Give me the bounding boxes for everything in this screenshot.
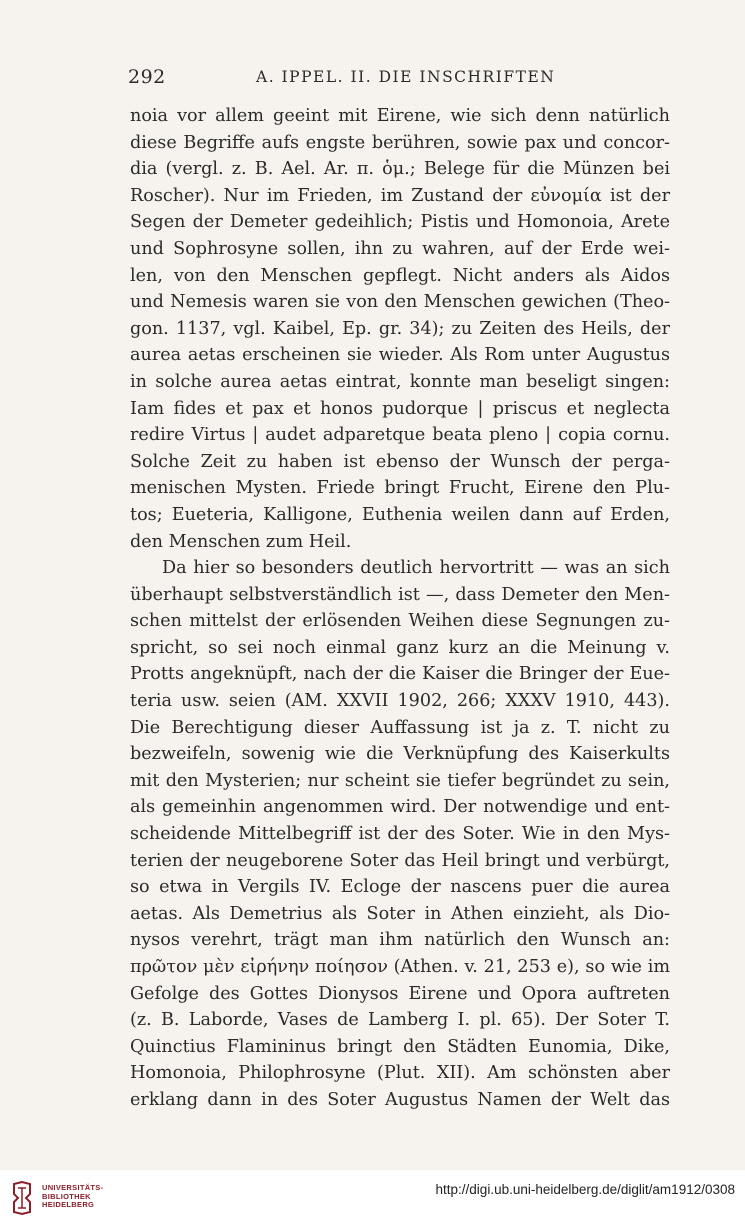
text-line: Da hier so besonders deutlich hervortritt — was an sich bbox=[162, 558, 670, 579]
text-line: πρῶτον μὲν εἰρήνην ποίησον (Athen. v. 21, 253 e), so wie im bbox=[130, 957, 670, 977]
running-title: A. IPPEL. II. DIE INSCHRIFTEN bbox=[256, 68, 556, 86]
text-line: len, von den Menschen gepflegt. Nicht anders als Aidos bbox=[130, 265, 670, 286]
text-line: Homonoia, Philophrosyne (Plut. XII). Am schönsten aber bbox=[130, 1063, 670, 1084]
text-line: Iam fides et pax et honos pudorque | priscus et neglecta bbox=[130, 398, 670, 419]
text-line: scheidende Mittelbegriff ist der des Soter. Wie in den Mys- bbox=[130, 824, 670, 845]
body-text bbox=[130, 103, 670, 1114]
text-line: erklang dann in des Soter Augustus Namen der Welt das bbox=[130, 1089, 670, 1110]
text-line: aurea aetas erscheinen sie wieder. Als Rom unter Augustus bbox=[130, 345, 670, 366]
text-line: mit den Mysterien; nur scheint sie tiefer begründet zu sein, bbox=[130, 770, 670, 791]
library-seal-icon bbox=[8, 1180, 36, 1216]
text-line: den Menschen zum Heil. bbox=[130, 531, 352, 552]
text-line: tos; Eueteria, Kalligone, Euthenia weilen dann auf Erden, bbox=[130, 504, 670, 525]
text-line: diese Begriffe aufs engste berühren, sowie pax und concor- bbox=[130, 132, 670, 153]
text-line: Die Berechtigung dieser Auffassung ist ja z. T. nicht zu bbox=[130, 717, 670, 738]
text-line: als gemeinhin angenommen wird. Der notwendige und ent- bbox=[130, 797, 670, 818]
text-line: dia (vergl. z. B. Ael. Ar. π. ὁμ.; Belege für die Münzen bei bbox=[130, 159, 670, 180]
text-line: spricht, so sei noch einmal ganz kurz an die Meinung v. bbox=[130, 637, 670, 658]
text-line: menischen Mysten. Friede bringt Frucht, Eirene den Plu- bbox=[130, 478, 670, 499]
text-line: (z. B. Laborde, Vases de Lamberg I. pl. 65). Der Soter T. bbox=[130, 1010, 670, 1031]
text-line: und Nemesis waren sie von den Menschen gewichen (Theo- bbox=[130, 292, 670, 313]
text-line: Segen der Demeter gedeihlich; Pistis und Homonoia, Arete bbox=[130, 212, 670, 233]
library-logo[interactable] bbox=[8, 1180, 138, 1216]
footer-bar bbox=[0, 1170, 745, 1226]
text-line: aetas. Als Demetrius als Soter in Athen einzieht, als Dio- bbox=[130, 903, 670, 924]
running-head bbox=[128, 66, 670, 96]
source-url-link[interactable]: http://digi.ub.uni-heidelberg.de/diglit/am1912/0308 bbox=[435, 1182, 735, 1197]
library-name-line: UNIVERSITÄTS- bbox=[42, 1183, 104, 1192]
text-line: Gefolge des Gottes Dionysos Eirene und Opora auftreten bbox=[130, 983, 670, 1004]
text-line: redire Virtus | audet adparetque beata pleno | copia cornu. bbox=[130, 425, 670, 446]
text-line: so etwa in Vergils IV. Ecloge der nascens puer die aurea bbox=[130, 877, 670, 898]
text-line: und Sophrosyne sollen, ihn zu wahren, auf der Erde wei- bbox=[130, 238, 670, 259]
library-name-line: HEIDELBERG bbox=[42, 1200, 95, 1209]
page-number: 292 bbox=[128, 66, 166, 88]
library-name bbox=[42, 1184, 103, 1210]
text-line: noia vor allem geeint mit Eirene, wie sich denn natürlich bbox=[130, 106, 670, 126]
text-line: bezweifeln, sowenig wie die Verknüpfung des Kaiserkults bbox=[130, 744, 670, 765]
text-line: teria usw. seien (AM. XXVII 1902, 266; XXXV 1910, 443). bbox=[130, 691, 670, 712]
text-line: nysos verehrt, trägt man ihm natürlich den Wunsch an: bbox=[130, 930, 670, 951]
text-line: überhaupt selbstverständlich ist —, dass Demeter den Men- bbox=[130, 584, 670, 605]
text-line: Roscher). Nur im Frieden, im Zustand der εὐνομία ist der bbox=[130, 185, 670, 206]
text-line: terien der neugeborene Soter das Heil bringt und verbürgt, bbox=[130, 850, 670, 871]
text-line: Quinctius Flamininus bringt den Städten Eunomia, Dike, bbox=[130, 1036, 670, 1057]
text-line: gon. 1137, vgl. Kaibel, Ep. gr. 34); zu Zeiten des Heils, der bbox=[130, 318, 670, 339]
text-line: Protts angeknüpft, nach der die Kaiser die Bringer der Eue- bbox=[130, 664, 670, 685]
text-line: Solche Zeit zu haben ist ebenso der Wunsch der perga- bbox=[130, 451, 670, 472]
text-line: schen mittelst der erlösenden Weihen diese Segnungen zu- bbox=[130, 611, 670, 632]
text-line: in solche aurea aetas eintrat, konnte man beseligt singen: bbox=[130, 371, 670, 392]
library-name-line: BIBLIOTHEK bbox=[42, 1191, 91, 1201]
